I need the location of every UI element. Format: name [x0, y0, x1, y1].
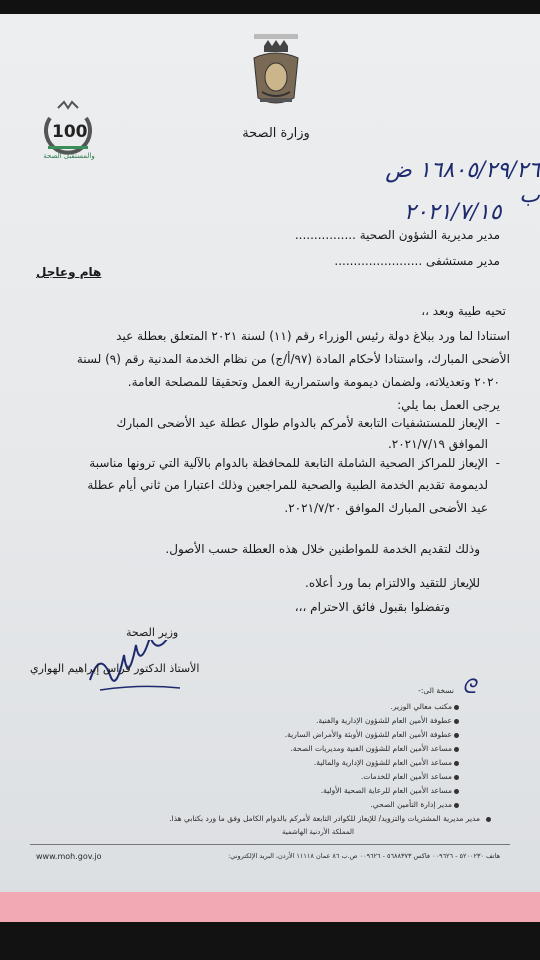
subject: هام وعاجل [36, 265, 102, 279]
handwritten-date: ٢٠٢١/٧/١٥ [404, 200, 502, 225]
copy-recipient: مساعد الأمين العام للشؤون الفنية ومديريات الصحة. [290, 744, 452, 753]
bullet-icon [486, 817, 491, 822]
bullet-icon [454, 747, 459, 752]
copy-recipient: مكتب معالي الوزير. [390, 702, 452, 711]
copy-recipient: مدير إدارة التأمين الصحي. [370, 800, 452, 809]
footer-divider [30, 844, 510, 845]
addressee-1: مدير مديرية الشؤون الصحية ................ [294, 228, 500, 242]
item2-line1: الإيعاز للمراكز الصحية الشاملة التابعة للمحافظة بالدوام بالآلية التي ترونها مناسبة [89, 456, 488, 470]
signatory-title: وزير الصحة [126, 626, 179, 639]
purpose-line: وذلك لتقديم الخدمة للمواطنين خلال هذه العطلة حسب الأصول. [165, 542, 480, 556]
copy-recipient: مساعد الأمين العام للرعاية الصحية الأولية. [320, 786, 452, 795]
item1-line2: الموافق ٢٠٢١/٧/١٩. [387, 437, 488, 451]
footer-website: www.moh.gov.jo [36, 852, 102, 861]
instruction-line: للإيعاز للتقيد والالتزام بما ورد أعلاه. [305, 576, 480, 590]
letter-page [0, 14, 540, 894]
signatory-name: الأستاذ الدكتور فراس إبراهيم الهواري [30, 662, 200, 675]
footer-contact: هاتف ٥٢٠٠٢٣٠ - ٠٠٩٦٢٦ فاكس ٥٦٨٨٣٧٣ - ٠٠٩٦٢٦ ص.ب ٨٦ عمان ١١١١٨ الأردن، البريد الإلكتروني: [228, 852, 500, 860]
handwritten-reference: ١٦٨٠٥/٢٩/٢٦ ض ب [385, 158, 540, 208]
copy-recipient: عطوفة الأمين العام للشؤون الأوبئة والأمراض السارية. [284, 730, 452, 739]
item2-dash: - [495, 456, 500, 470]
para1-line3: ٢٠٢٠ وتعديلاته، ولضمان ديمومة واستمرارية العمل وتحقيقا للمصلحة العامة. [127, 375, 500, 389]
background-surface [0, 892, 540, 922]
addressee-2: مدير مستشفى ....................... [334, 254, 500, 268]
bullet-icon [454, 719, 459, 724]
bullet-icon [454, 789, 459, 794]
copy-recipient: عطوفة الأمين العام للشؤون الإدارية والفنية. [316, 716, 452, 725]
logo-caption: والمستقبل الصحة [43, 152, 95, 160]
copy-recipient: مدير مديرية المشتريات والتزويد/ للإيعاز للكوادر التابعة لأمركم بالدوام الكامل وفق ما ورد بكتابي هذا. [169, 814, 480, 823]
item2-line2: لديمومة تقديم الخدمة الطبية والصحية للمراجعين وذلك اعتبارا من ثاني أيام عطلة [87, 478, 488, 492]
item2-line3: عيد الأضحى المبارك الموافق ٢٠٢١/٧/٢٠. [284, 501, 488, 515]
logo-number: 100 [52, 122, 88, 142]
bottom-bar [0, 922, 540, 960]
para1-line2: الأضحى المبارك، واستنادا لأحكام المادة (٩٧/أ/ج) من نظام الخدمة المدنية رقم (٩) لسنة [76, 352, 510, 366]
greeting: تحيه طيبة وبعد ،، [421, 304, 506, 318]
copy-recipient: مساعد الأمين العام للشؤون الإدارية والمالية. [313, 758, 452, 767]
bullet-icon [454, 761, 459, 766]
royal-crest-icon [248, 32, 304, 130]
request-line: يرجى العمل بما يلي: [397, 398, 500, 412]
item1-dash: - [495, 416, 500, 430]
ministry-name: وزارة الصحة [242, 126, 310, 141]
bullet-icon [454, 733, 459, 738]
closing-line: وتفضلوا بقبول فائق الاحترام ،،، [294, 600, 450, 614]
copies-header: نسخة الى:- [418, 686, 454, 695]
item1-line1: الإيعاز للمستشفيات التابعة لأمركم بالدوام طوال عطلة عيد الأضحى المبارك [116, 416, 488, 430]
bullet-icon [454, 705, 459, 710]
bullet-icon [454, 803, 459, 808]
bullet-icon [454, 775, 459, 780]
top-bar [0, 0, 540, 14]
margin-mark: ᘓ [462, 674, 477, 698]
footer-country: المملكة الأردنية الهاشمية [281, 828, 354, 836]
para1-line1: استنادا لما ورد ببلاغ دولة رئيس الوزراء رقم (١١) لسنة ٢٠٢١ المتعلق بعطلة عيد [116, 329, 510, 343]
copy-recipient: مساعد الأمين العام للخدمات. [360, 772, 452, 781]
